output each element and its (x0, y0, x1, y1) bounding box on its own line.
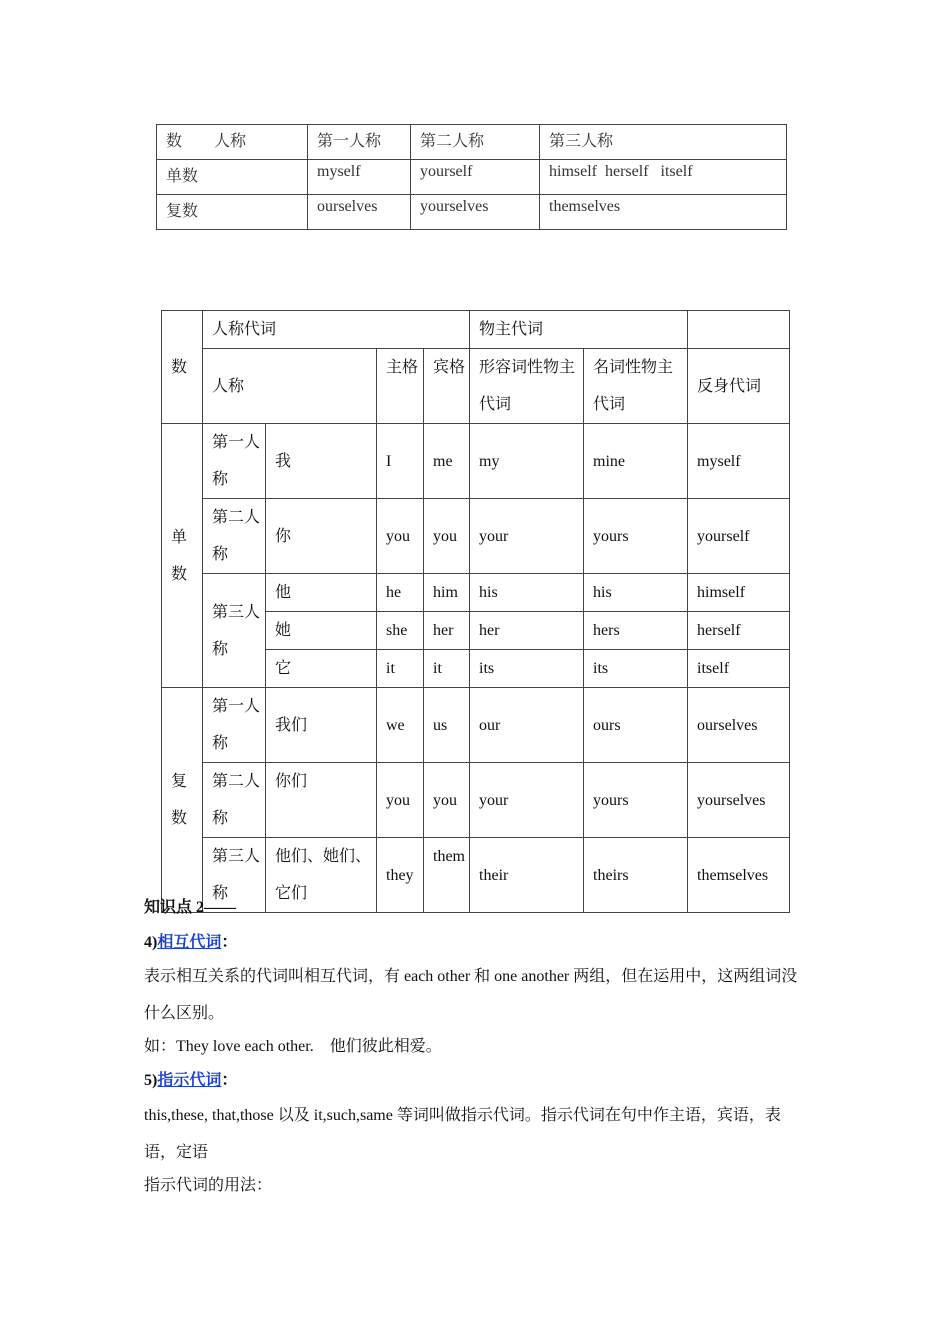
noun-possessive-cell: its (584, 650, 688, 688)
adj-possessive-cell: your (470, 499, 584, 574)
adj-possessive-cell: his (470, 574, 584, 612)
table-cell: ourselves (308, 195, 411, 230)
header-personal: 人称代词 (203, 311, 470, 349)
adj-possessive-cell: their (470, 838, 584, 913)
noun-possessive-cell: hers (584, 612, 688, 650)
usage-line: 指示代词的用法： (144, 1177, 273, 1194)
table-row (162, 499, 790, 574)
demonstrative-pronoun-link[interactable]: 指示代词 (157, 1072, 222, 1089)
subject-cell: I (377, 424, 424, 499)
noun-possessive-cell: theirs (584, 838, 688, 913)
table-cell (688, 311, 790, 349)
header-reflexive: 反身代词 (688, 349, 790, 424)
adj-possessive-cell: its (470, 650, 584, 688)
table-cell: 复数 (157, 195, 308, 230)
section-heading (144, 925, 800, 961)
table-cell: yourselves (411, 195, 540, 230)
zh-cell: 她 (266, 612, 377, 650)
object-cell: them (424, 838, 470, 913)
paragraph: 表示相互关系的代词叫相互代词，有 each other 和 one another 两组，但在运用中，这两组词没什么区别。 (144, 968, 798, 1022)
table-cell: 第三人称 (540, 125, 787, 160)
subject-cell: they (377, 838, 424, 913)
table-row (162, 349, 790, 424)
table-cell: 第一人称 (308, 125, 411, 160)
reflexive-cell: myself (688, 424, 790, 499)
subject-cell: you (377, 499, 424, 574)
subject-cell: she (377, 612, 424, 650)
pronoun-table (161, 310, 790, 913)
header-subject: 主格 (377, 349, 424, 424)
section-number: 5) (144, 1072, 158, 1089)
table-row (162, 763, 790, 838)
reflexive-cell: yourselves (688, 763, 790, 838)
table-cell: 第二人称 (411, 125, 540, 160)
group-plural: 复数 (162, 688, 203, 913)
object-cell: me (424, 424, 470, 499)
person-cell: 第三人称 (203, 838, 266, 913)
zh-cell: 我们 (266, 688, 377, 763)
person-cell: 第一人称 (203, 424, 266, 499)
reflexive-cell: itself (688, 650, 790, 688)
noun-possessive-cell: his (584, 574, 688, 612)
reciprocal-pronoun-link[interactable]: 相互代词 (157, 934, 222, 951)
reflexive-cell: themselves (688, 838, 790, 913)
table-cell: myself (308, 160, 411, 195)
zh-cell: 它 (266, 650, 377, 688)
header-adj-possessive: 形容词性物主代词 (470, 349, 584, 424)
object-cell: it (424, 650, 470, 688)
noun-possessive-cell: yours (584, 499, 688, 574)
paragraph: this,these, that,those 以及 it,such,same 等词叫做指示代词。指示代词在句中作主语，宾语，表语，定语 (144, 1107, 781, 1161)
person-cell: 第二人称 (203, 763, 266, 838)
zh-cell: 你们 (266, 763, 377, 838)
zh-cell: 你 (266, 499, 377, 574)
table-cell: himself herself itself (540, 160, 787, 195)
table-row (157, 195, 787, 230)
header-object: 宾格 (424, 349, 470, 424)
object-cell: you (424, 499, 470, 574)
table-row (162, 574, 790, 612)
colon: ： (221, 934, 238, 951)
table-row (157, 160, 787, 195)
knowledge-point-heading: 知识点 2—— (144, 899, 237, 916)
zh-cell: 他们、她们、它们 (266, 838, 377, 913)
object-cell: her (424, 612, 470, 650)
reflexive-cell: herself (688, 612, 790, 650)
header-person: 人称 (203, 349, 377, 424)
noun-possessive-cell: mine (584, 424, 688, 499)
zh-cell: 我 (266, 424, 377, 499)
header-possessive: 物主代词 (470, 311, 688, 349)
person-cell: 第二人称 (203, 499, 266, 574)
table-row (162, 688, 790, 763)
object-cell: you (424, 763, 470, 838)
adj-possessive-cell: our (470, 688, 584, 763)
section-number: 4) (144, 934, 158, 951)
table-row (157, 125, 787, 160)
reflexive-cell: himself (688, 574, 790, 612)
table-cell: 数 人称 (157, 125, 308, 160)
example-line: 如：They love each other. 他们彼此相爱。 (144, 1038, 442, 1055)
table-row (162, 311, 790, 349)
object-cell: him (424, 574, 470, 612)
noun-possessive-cell: ours (584, 688, 688, 763)
adj-possessive-cell: my (470, 424, 584, 499)
colon: ： (221, 1072, 238, 1089)
zh-cell: 他 (266, 574, 377, 612)
header-num: 数 (162, 311, 203, 424)
person-cell: 第一人称 (203, 688, 266, 763)
table-cell: 单数 (157, 160, 308, 195)
table-cell: yourself (411, 160, 540, 195)
reflexive-cell: yourself (688, 499, 790, 574)
reflexive-summary-table (156, 124, 787, 230)
person-cell: 第三人称 (203, 574, 266, 688)
subject-cell: it (377, 650, 424, 688)
table-cell: themselves (540, 195, 787, 230)
subject-cell: he (377, 574, 424, 612)
noun-possessive-cell: yours (584, 763, 688, 838)
table-row (162, 424, 790, 499)
subject-cell: we (377, 688, 424, 763)
subject-cell: you (377, 763, 424, 838)
reflexive-cell: ourselves (688, 688, 790, 763)
header-noun-possessive: 名词性物主代词 (584, 349, 688, 424)
group-singular: 单数 (162, 424, 203, 688)
adj-possessive-cell: her (470, 612, 584, 650)
adj-possessive-cell: your (470, 763, 584, 838)
section-heading (144, 1063, 800, 1099)
object-cell: us (424, 688, 470, 763)
